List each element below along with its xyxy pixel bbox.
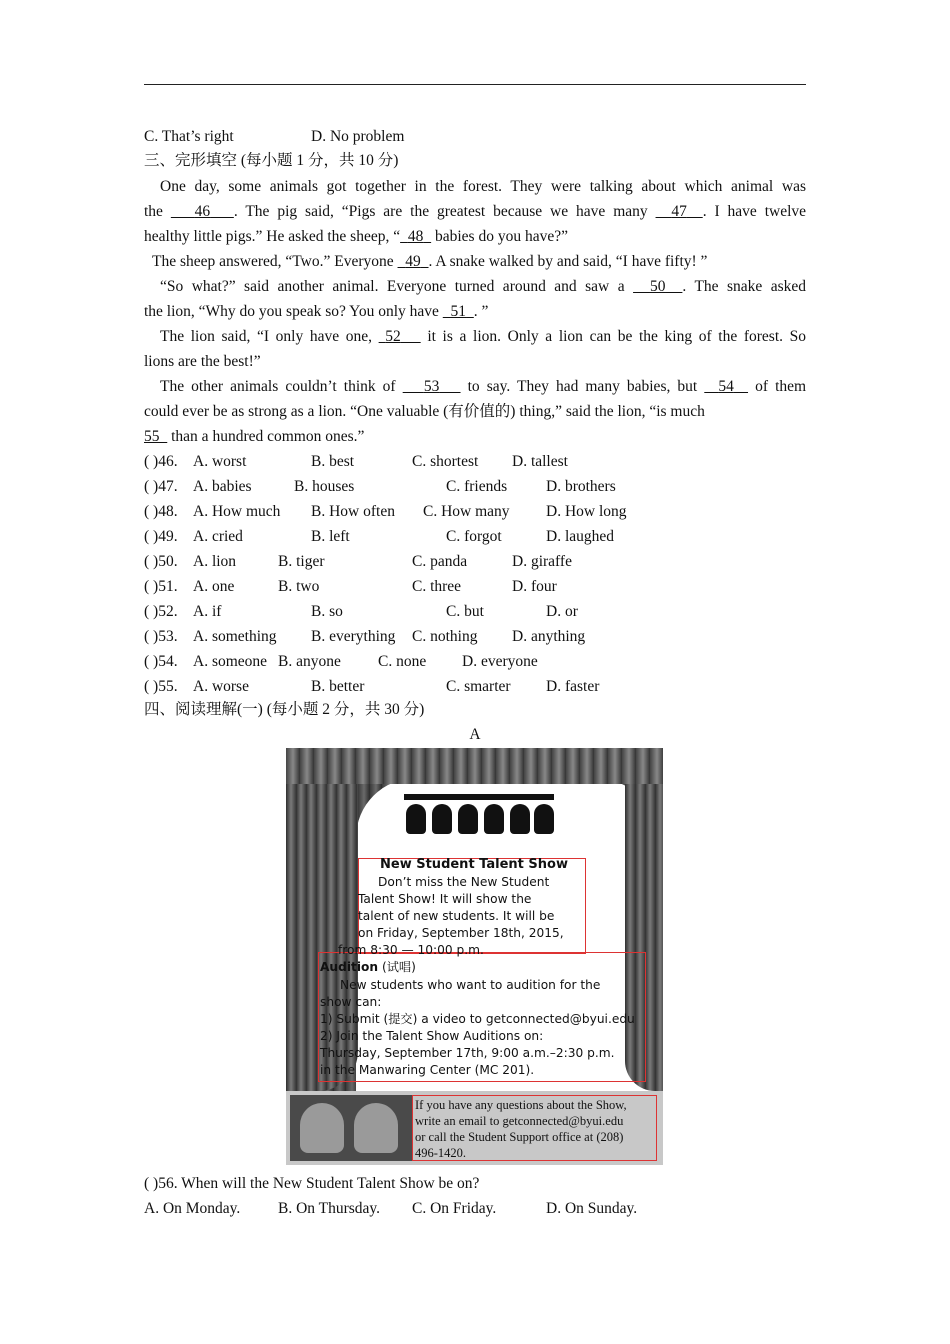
spotlight-icon [406, 804, 426, 834]
passage-line-2: the 46 . The pig said, “Pigs are the greatest because we have many 47 . I have twelve [144, 203, 807, 220]
question-option-a[interactable]: A. cried [193, 528, 243, 545]
poster-line: Don’t miss the New Student [378, 875, 550, 889]
spotlight-icon [432, 804, 452, 834]
question-option-a[interactable]: A. someone [193, 653, 268, 670]
question-option-b[interactable]: B. houses [294, 478, 355, 495]
question-option-d[interactable]: D. tallest [512, 453, 568, 470]
question-option-d[interactable]: D. How long [546, 503, 627, 520]
blank-48: 48 [407, 228, 424, 245]
question-option-b[interactable]: B. How often [311, 503, 395, 520]
question-number: ( )52. [144, 603, 178, 620]
question-option-a[interactable]: A. babies [193, 478, 252, 495]
audition-line: New students who want to audition for the [340, 978, 601, 992]
passage-line-3: healthy little pigs.” He asked the sheep, “ 48 babies do you have?” [144, 228, 568, 245]
passage-line-4: The sheep answered, “Two.” Everyone 49 . A snake walked by and said, “I have fifty! ” [152, 253, 708, 270]
question-option-c[interactable]: C. nothing [412, 628, 478, 645]
question-option-d[interactable]: D. giraffe [512, 553, 572, 570]
question-option-d[interactable]: D. everyone [462, 653, 538, 670]
question-number: ( )53. [144, 628, 178, 645]
passage-line-7: The lion said, “I only have one, 52 it is a lion. Only a lion can be the king of the forest. So [160, 328, 807, 345]
spotlight-icon [510, 804, 530, 834]
question-option-c[interactable]: C. smarter [446, 678, 511, 695]
question-number: ( )47. [144, 478, 178, 495]
question-option-b[interactable]: B. everything [311, 628, 396, 645]
blank-47: 47 [671, 203, 687, 220]
contact-line: write an email to getconnected@byui.edu [415, 1114, 624, 1128]
blank-49: 49 [405, 253, 421, 270]
talent-show-poster [286, 748, 663, 1165]
question-option-b[interactable]: B. best [311, 453, 355, 470]
contact-line: or call the Student Support office at (208) [415, 1130, 624, 1144]
passage-line-11: 55 than a hundred common ones.” [144, 428, 365, 445]
blank-54: 54 [718, 378, 734, 395]
passage-line-10: could ever be as strong as a lion. “One valuable (有价值的) thing,” said the lion, “is much [144, 403, 705, 420]
question-56-stem: ( )56. When will the New Student Talent Show be on? [144, 1175, 480, 1192]
question-number: ( )54. [144, 653, 178, 670]
puppet-icon [300, 1103, 344, 1153]
question-option-b[interactable]: B. left [311, 528, 350, 545]
poster-title: New Student Talent Show [380, 857, 568, 872]
question-option-c[interactable]: C. three [412, 578, 462, 595]
question-number: ( )46. [144, 453, 178, 470]
question-option-c[interactable]: C. forgot [446, 528, 502, 545]
question-option-d[interactable]: D. four [512, 578, 557, 595]
passage-line-5: “So what?” said another animal. Everyone turned around and saw a 50 . The snake asked [160, 278, 807, 295]
question-option-a[interactable]: A. one [193, 578, 235, 595]
blank-53: 53 [423, 378, 440, 395]
question-option-b[interactable]: B. anyone [278, 653, 341, 670]
audition-line: Thursday, September 17th, 9:00 a.m.–2:30 p.m. [320, 1046, 615, 1060]
question-option-d[interactable]: D. faster [546, 678, 600, 695]
passage-label: A [469, 726, 481, 743]
question-option-c[interactable]: C. none [378, 653, 427, 670]
question-56-option-b[interactable]: B. On Thursday. [278, 1200, 381, 1217]
passage-line-9: The other animals couldn’t think of 53 to say. They had many babies, but 54 of them [160, 378, 807, 395]
question-option-b[interactable]: B. two [278, 578, 320, 595]
passage-line-8: lions are the best!” [144, 353, 261, 370]
blank-52: 52 [385, 328, 401, 345]
question-56-option-a[interactable]: A. On Monday. [144, 1200, 241, 1217]
curtain-valance [286, 748, 663, 784]
audition-line: 2) Join the Talent Show Auditions on: [320, 1029, 544, 1043]
contact-info-box [412, 1095, 657, 1161]
question-56-option-c[interactable]: C. On Friday. [412, 1200, 497, 1217]
question-option-c[interactable]: C. How many [423, 503, 510, 520]
header-rule [144, 84, 806, 85]
question-option-d[interactable]: D. or [546, 603, 578, 620]
section3-heading: 三、完形填空 (每小题 1 分，共 10 分) [144, 152, 399, 169]
question-number: ( )49. [144, 528, 178, 545]
question-option-c[interactable]: C. shortest [412, 453, 479, 470]
question-option-d[interactable]: D. laughed [546, 528, 615, 545]
blank-55: 55 [144, 428, 160, 445]
spotlight-icon [458, 804, 478, 834]
question-number: ( )50. [144, 553, 178, 570]
poster-line: from 8:30 — 10:00 p.m. [338, 943, 484, 957]
contact-line: If you have any questions about the Show, [415, 1098, 627, 1112]
question-option-a[interactable]: A. worse [193, 678, 249, 695]
question-56-option-d[interactable]: D. On Sunday. [546, 1200, 638, 1217]
question-option-a[interactable]: A. How much [193, 503, 281, 520]
passage-line-6: the lion, “Why do you speak so? You only have 51 . ” [144, 303, 489, 320]
question-option-b[interactable]: B. better [311, 678, 365, 695]
question-number: ( )48. [144, 503, 178, 520]
question-option-c[interactable]: C. but [446, 603, 484, 620]
puppets-photo [290, 1095, 412, 1161]
section4-heading: 四、阅读理解(一) (每小题 2 分，共 30 分) [144, 701, 425, 718]
option-d: D. No problem [311, 128, 405, 145]
passage-line-1: One day, some animals got together in the forest. They were talking about which animal was [160, 178, 806, 195]
stage-light-bar-icon [404, 794, 554, 800]
poster-line: on Friday, September 18th, 2015, [358, 926, 564, 940]
puppet-icon [354, 1103, 398, 1153]
blank-51: 51 [450, 303, 467, 320]
question-number: ( )55. [144, 678, 178, 695]
contact-line: 496-1420. [415, 1146, 467, 1160]
audition-line: show can: [320, 995, 382, 1009]
question-option-b[interactable]: B. so [311, 603, 343, 620]
question-option-a[interactable]: A. if [193, 603, 222, 620]
audition-line: in the Manwaring Center (MC 201). [320, 1063, 535, 1077]
audition-heading: Audition (试唱) [320, 960, 416, 974]
spotlight-icon [534, 804, 554, 834]
question-option-c[interactable]: C. panda [412, 553, 468, 570]
question-number: ( )51. [144, 578, 178, 595]
question-option-d[interactable]: D. anything [512, 628, 586, 645]
blank-46: 46 [194, 203, 211, 220]
question-option-a[interactable]: A. worst [193, 453, 247, 470]
audition-line: 1) Submit (提交) a video to getconnected@byui.edu [320, 1012, 635, 1026]
spotlight-icon [484, 804, 504, 834]
poster-line: Talent Show! It will show the [358, 892, 532, 906]
blank-50: 50 [649, 278, 666, 295]
question-option-a[interactable]: A. lion [193, 553, 237, 570]
question-option-a[interactable]: A. something [193, 628, 277, 645]
option-c: C. That’s right [144, 128, 234, 145]
question-option-b[interactable]: B. tiger [278, 553, 325, 570]
poster-line: talent of new students. It will be [358, 909, 555, 923]
question-option-c[interactable]: C. friends [446, 478, 508, 495]
question-option-d[interactable]: D. brothers [546, 478, 616, 495]
